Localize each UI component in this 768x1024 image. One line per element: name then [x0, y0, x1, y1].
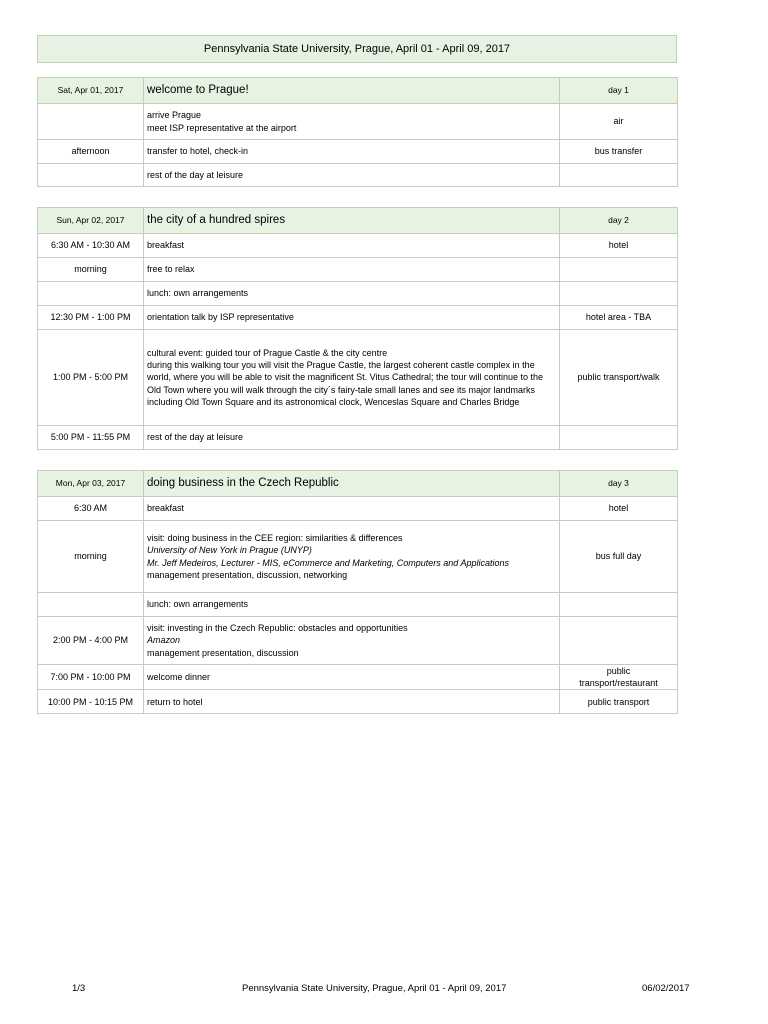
day-1-table — [37, 77, 678, 187]
row-activity — [144, 330, 560, 426]
table-row — [38, 234, 678, 258]
row-time: 6:30 AM — [38, 497, 144, 521]
row-activity — [144, 690, 560, 714]
day-number: day 3 — [560, 471, 678, 497]
activity-line: orientation talk by ISP representative — [147, 312, 294, 323]
activity-line: during this walking tour you will visit the Prague Castle, the largest coherent castle complex in the world, where you will be able to visit the magnificent St. Vitus Cathedral; the tour will continue to the Old Town where you will walk through the city´s fairy-tale small lanes and see its major landmarks including Old Town Square and its astronomical clock, Wenceslas Square and Charles Bridge — [147, 360, 544, 407]
activity-line: breakfast — [147, 240, 185, 251]
row-activity — [144, 164, 560, 187]
row-transport: bus transfer — [560, 140, 678, 164]
table-row — [38, 497, 678, 521]
table-row — [38, 521, 678, 593]
row-time: 5:00 PM - 11:55 PM — [38, 426, 144, 450]
table-row — [38, 164, 678, 187]
table-row — [38, 665, 678, 690]
activity-line: Mr. Jeff Medeiros, Lecturer - MIS, eCommerce and Marketing, Computers and Applications — [147, 557, 509, 568]
row-time: morning — [38, 521, 144, 593]
row-time: 1:00 PM - 5:00 PM — [38, 330, 144, 426]
row-transport: air — [560, 104, 678, 140]
row-time: afternoon — [38, 140, 144, 164]
day-number: day 2 — [560, 208, 678, 234]
activity-line: breakfast — [147, 503, 185, 514]
activity-line: University of New York in Prague (UNYP) — [147, 545, 312, 556]
table-row — [38, 690, 678, 714]
row-activity — [144, 140, 560, 164]
activity-line: lunch: own arrangements — [147, 288, 249, 299]
activity-line: visit: doing business in the CEE region: similarities & differences — [147, 533, 403, 544]
row-transport — [560, 164, 678, 187]
day-header — [38, 471, 678, 497]
activity-line: rest of the day at leisure — [147, 169, 244, 180]
activity-line: rest of the day at leisure — [147, 432, 244, 443]
row-activity — [144, 617, 560, 665]
row-transport: public transport/restaurant — [560, 665, 678, 690]
day-date: Sat, Apr 01, 2017 — [38, 78, 144, 104]
activity-line: management presentation, discussion, networking — [147, 569, 348, 580]
row-activity — [144, 234, 560, 258]
table-row — [38, 330, 678, 426]
row-transport: public transport — [560, 690, 678, 714]
document-title — [37, 35, 677, 63]
row-transport — [560, 282, 678, 306]
day-title: doing business in the Czech Republic — [144, 471, 560, 497]
row-activity — [144, 282, 560, 306]
activity-line: free to relax — [147, 264, 195, 275]
row-activity — [144, 521, 560, 593]
table-row — [38, 104, 678, 140]
row-transport — [560, 426, 678, 450]
table-row — [38, 306, 678, 330]
row-time — [38, 593, 144, 617]
day-title: the city of a hundred spires — [144, 208, 560, 234]
table-row — [38, 426, 678, 450]
row-activity — [144, 104, 560, 140]
row-activity — [144, 593, 560, 617]
day-header — [38, 208, 678, 234]
row-time: 2:00 PM - 4:00 PM — [38, 617, 144, 665]
row-activity — [144, 258, 560, 282]
row-time: 10:00 PM - 10:15 PM — [38, 690, 144, 714]
row-transport — [560, 258, 678, 282]
row-transport: hotel area - TBA — [560, 306, 678, 330]
table-row — [38, 140, 678, 164]
footer-page-number: 1/3 — [72, 983, 86, 994]
row-activity — [144, 306, 560, 330]
activity-line: transfer to hotel, check-in — [147, 146, 249, 157]
row-activity — [144, 426, 560, 450]
day-2-table — [37, 207, 678, 450]
table-row — [38, 258, 678, 282]
activity-line: Amazon — [147, 635, 181, 646]
day-header — [38, 78, 678, 104]
row-activity — [144, 497, 560, 521]
activity-line: meet ISP representative at the airport — [147, 122, 297, 133]
activity-line: arrive Prague — [147, 110, 202, 121]
row-transport: public transport/walk — [560, 330, 678, 426]
document-title-text: Pennsylvania State University, Prague, April 01 - April 09, 2017 — [203, 43, 511, 55]
row-time — [38, 164, 144, 187]
row-transport: bus full day — [560, 521, 678, 593]
day-3-table — [37, 470, 678, 714]
row-time: morning — [38, 258, 144, 282]
footer-date: 06/02/2017 — [642, 983, 690, 994]
day-number: day 1 — [560, 78, 678, 104]
activity-line: cultural event: guided tour of Prague Castle & the city centre — [147, 347, 388, 358]
row-transport: hotel — [560, 234, 678, 258]
row-activity — [144, 665, 560, 690]
row-transport — [560, 617, 678, 665]
row-time: 6:30 AM - 10:30 AM — [38, 234, 144, 258]
row-time — [38, 282, 144, 306]
activity-line: return to hotel — [147, 696, 203, 707]
table-row — [38, 593, 678, 617]
row-transport — [560, 593, 678, 617]
activity-line: lunch: own arrangements — [147, 599, 249, 610]
table-row — [38, 617, 678, 665]
day-title: welcome to Prague! — [144, 78, 560, 104]
day-date: Sun, Apr 02, 2017 — [38, 208, 144, 234]
activity-line: visit: investing in the Czech Republic: obstacles and opportunities — [147, 623, 408, 634]
activity-line: welcome dinner — [147, 672, 211, 683]
row-transport: hotel — [560, 497, 678, 521]
row-time: 12:30 PM - 1:00 PM — [38, 306, 144, 330]
footer-title: Pennsylvania State University, Prague, April 01 - April 09, 2017 — [242, 983, 507, 994]
activity-line: management presentation, discussion — [147, 647, 299, 658]
row-time: 7:00 PM - 10:00 PM — [38, 665, 144, 690]
row-time — [38, 104, 144, 140]
day-date: Mon, Apr 03, 2017 — [38, 471, 144, 497]
table-row — [38, 282, 678, 306]
